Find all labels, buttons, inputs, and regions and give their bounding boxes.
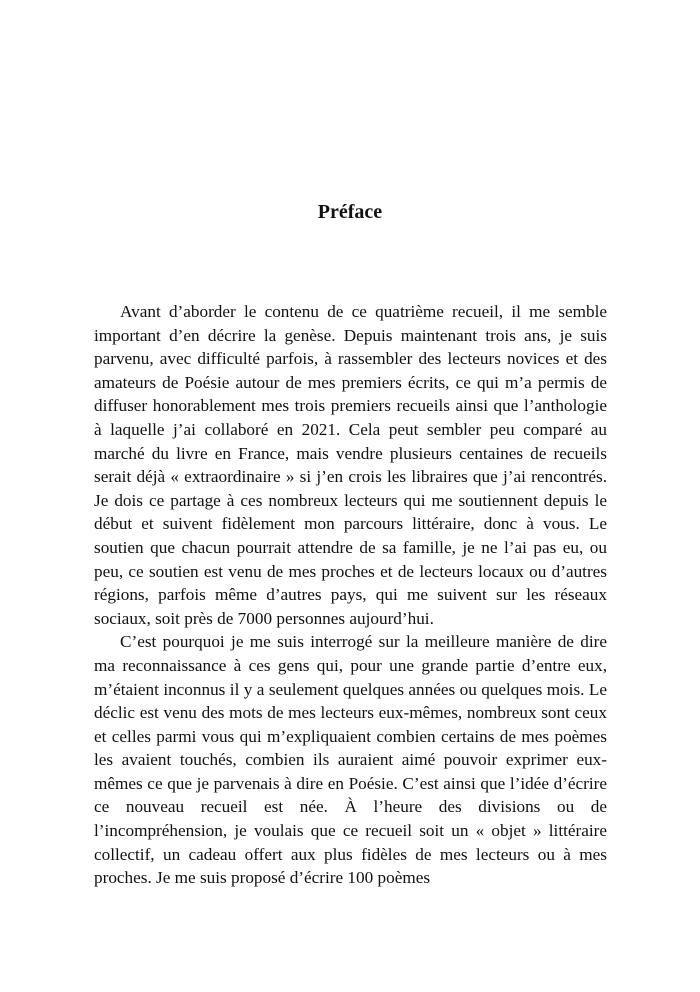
preface-body bbox=[94, 300, 607, 890]
paragraph-2: C’est pourquoi je me suis interrogé sur la meilleure manière de dire ma reconnaissance à ces gens qui, pour une grande partie d’entre eux, m’étaient inconnus il y a seulement quelques années ou quelques mois. Le déclic est venu des mots de mes lecteurs eux-mêmes, nombreux sont ceux et celles parmi vous qui m’expliquaient combien certains de mes poèmes les avaient touchés, combien ils auraient aimé pouvoir exprimer eux-mêmes ce que je parvenais à dire en Poésie. C’est ainsi que l’idée d’écrire ce nouveau recueil est née. À l’heure des divisions ou de l’incompréhension, je voulais que ce recueil soit un « objet » littéraire collectif, un cadeau offert aux plus fidèles de mes lecteurs ou à mes proches. Je me suis proposé d’écrire 100 poèmes bbox=[94, 632, 607, 888]
page-title: Préface bbox=[317, 201, 383, 223]
paragraph-1: Avant d’aborder le contenu de ce quatrième recueil, il me semble important d’en décrire la genèse. Depuis maintenant trois ans, je suis parvenu, avec difficulté parfois, à rassembler des lecteurs novices et des amateurs de Poésie autour de mes premiers écrits, ce qui m’a permis de diffuser honorablement mes trois premiers recueils ainsi que l’anthologie à laquelle j’ai collaboré en 2021. Cela peut sembler peu comparé au marché du livre en France, mais vendre plusieurs centaines de recueils serait déjà « extraordinaire » si j’en crois les libraires que j’ai rencontrés. Je dois ce partage à ces nombreux lecteurs qui me soutiennent depuis le début et suivent fidèlement mon parcours littéraire, donc à vous. Le soutien que chacun pourrait attendre de sa famille, je ne l’ai pas eu, ou peu, ce soutien est venu de mes proches et de lecteurs locaux ou d’autres régions, parfois même d’autres pays, qui me suivent sur les réseaux sociaux, soit près de 7000 personnes aujourd’hui. bbox=[94, 302, 607, 628]
